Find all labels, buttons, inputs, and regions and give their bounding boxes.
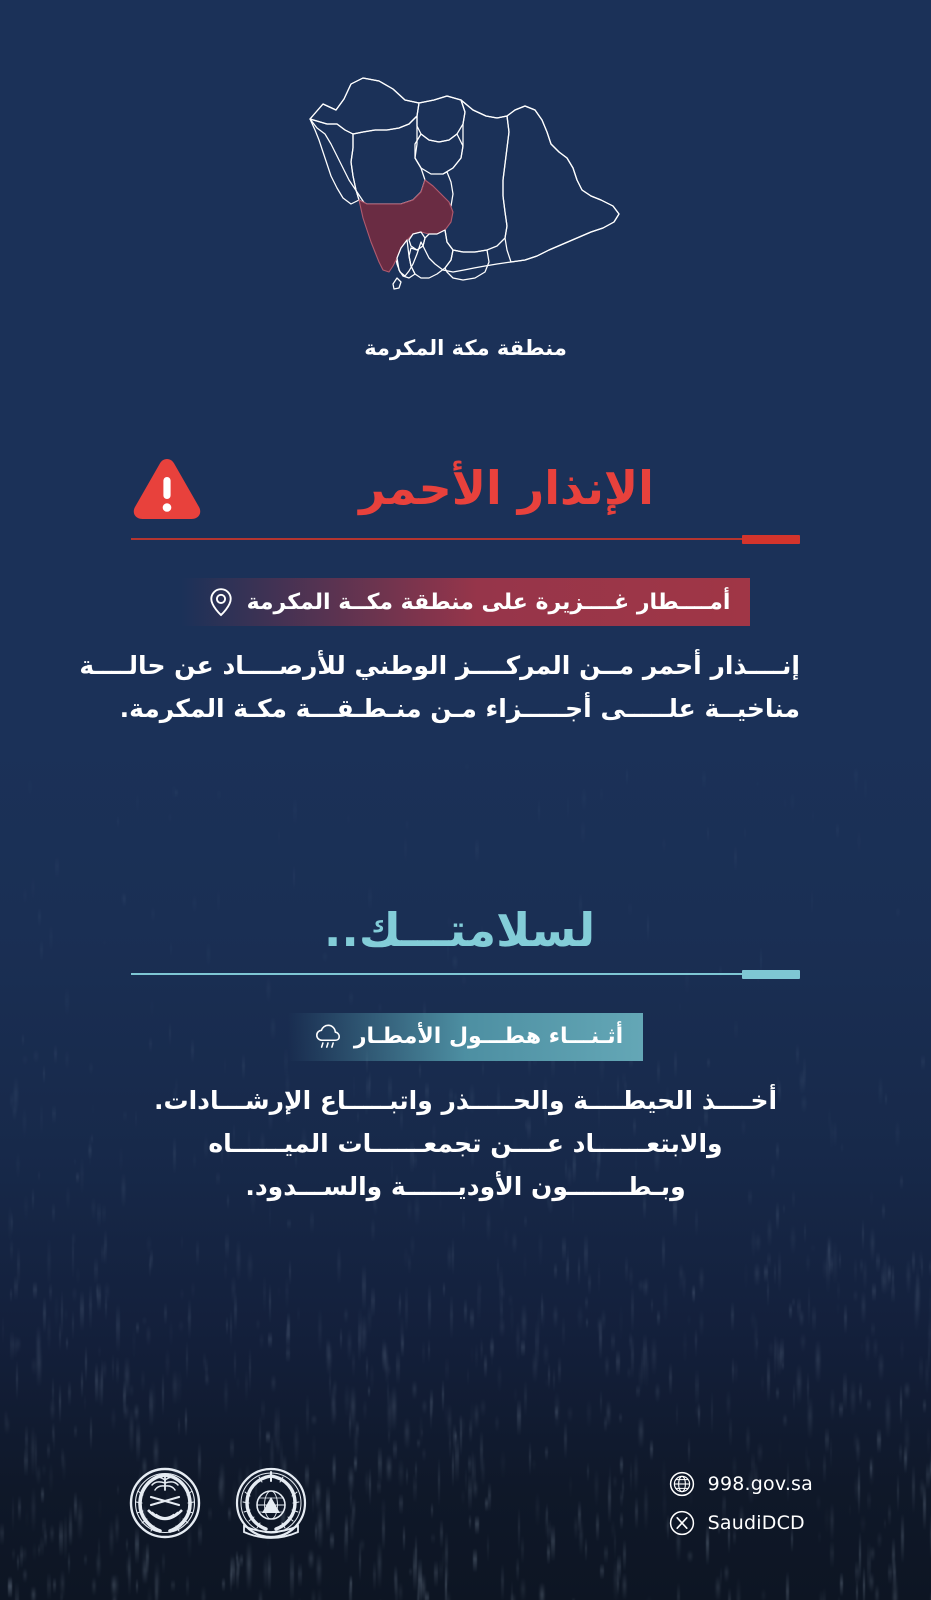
ministry-of-interior-emblem [126,1464,204,1542]
rain-texture-lower [0,1230,931,1600]
safety-body-line-3: وبـطـــــــون الأوديــــــة والســـدود. [245,1171,686,1201]
divider-line [131,538,800,540]
red-alert-divider [131,535,800,544]
contact-website[interactable] [669,1471,813,1497]
x-twitter-icon [669,1510,695,1536]
website-label: 998.gov.sa [707,1472,813,1495]
divider-accent [742,970,800,979]
footer [0,1464,931,1542]
red-alert-badge-row [0,578,931,626]
safety-body [131,1079,800,1208]
safety-heading-row [0,905,931,956]
location-badge [181,578,751,626]
safety-body-line-2: والابتعــــــاد عــــن تجمعــــــات الميــــــاه [208,1128,723,1158]
emblem-group [126,1464,310,1542]
globe-icon [669,1471,695,1497]
rain-badge [288,1013,643,1061]
safety-divider [131,970,800,979]
safety-body-line-1: أخــــذ الحيطــــة والحـــــذر واتبـــــاع الإرشـــادات. [153,1085,778,1115]
warning-triangle-icon [131,455,203,521]
location-badge-text: أمــــطار غــــزيرة على منطقة مكــة المكرمة [246,589,731,615]
contact-x-handle[interactable] [669,1510,813,1536]
location-pin-icon [207,587,235,617]
red-alert-body-line-2: مناخيــة علـــــى أجـــــزاء مـن منـطـقـــة مكـة المكرمة. [119,694,800,723]
divider-line [131,973,800,975]
rain-cloud-icon [314,1022,342,1052]
safety-title: لسلامتـــك.. [323,903,596,957]
red-alert-body [79,644,800,730]
contact-group [669,1471,813,1536]
red-alert-title: الإنذار الأحمر [359,460,654,515]
safety-badge-row [0,1013,931,1061]
safety-section [0,905,931,1208]
map-section [0,72,931,360]
saudi-arabia-map [301,72,631,322]
x-handle-label: SaudiDCD [707,1511,805,1534]
rain-badge-text: أثـنـــاء هطـــول الأمطـار [353,1024,624,1050]
civil-defense-emblem [232,1464,310,1542]
region-label: منطقة مكة المكرمة [364,336,567,360]
red-alert-body-line-1: إنــــذار أحمر مــن المركــــز الوطني للأرصــــاد عن حالــــة [79,651,800,680]
red-alert-section [0,455,931,730]
red-alert-heading-row [0,455,931,521]
divider-accent [742,535,800,544]
